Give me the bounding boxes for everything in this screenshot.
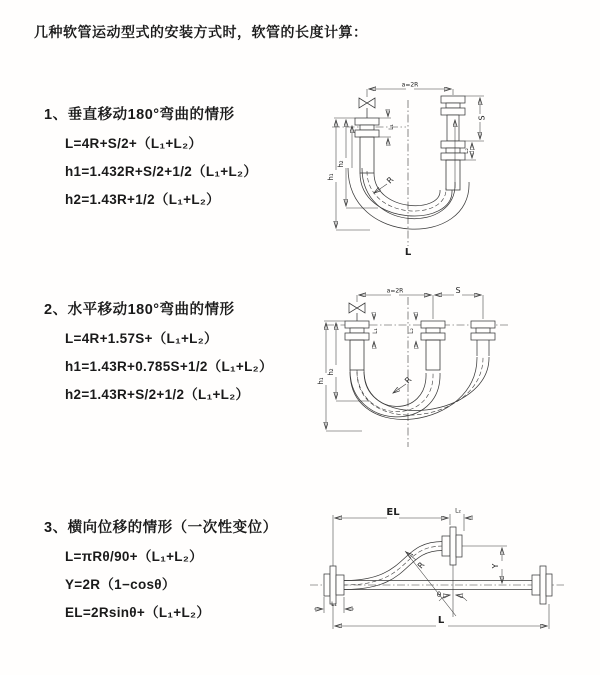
hose-arcs: [350, 357, 489, 419]
formula-line: L=πRθ/90+（L₁+L₂）: [65, 549, 203, 564]
dim-label-travel: S: [455, 286, 461, 295]
formula-line: L=4R+S/2+（L₁+L₂）: [65, 136, 203, 151]
dim-label-joint-right: L₂: [408, 328, 415, 334]
dim-label-radius: R: [403, 375, 414, 386]
formula-line: h1=1.43R+0.785S+1/2（L₁+L₂）: [65, 359, 273, 374]
section-2-heading: 2、水平移动180°弯曲的情形: [44, 302, 235, 318]
dim-label-offset: Y: [491, 563, 500, 569]
dim-label-el: EL: [386, 507, 400, 518]
diagram-lateral-displacement: [302, 505, 597, 645]
dimension-lines: [314, 514, 549, 629]
dim-label-length: L: [437, 615, 445, 626]
section-3: [44, 519, 278, 621]
dim-label-span: a=2R: [386, 287, 404, 295]
dim-label-joint-right: L₂: [463, 148, 470, 154]
dim-label-joint-right: L₂: [455, 507, 461, 515]
dim-label-radius: R: [415, 560, 427, 571]
valve-icon: [349, 303, 365, 321]
dim-label-h1: h₁: [317, 377, 325, 385]
diagram-horizontal-180-bend: [310, 283, 600, 463]
dimension-lines: [324, 295, 483, 431]
section-1-heading: 1、垂直移动180°弯曲的情形: [44, 107, 235, 123]
dim-label-joint-left: L₁: [372, 328, 379, 334]
page-title: 几种软管运动型式的安装方式时，软管的长度计算：: [34, 24, 368, 40]
formula-line: EL=2Rsinθ+（L₁+L₂）: [65, 605, 211, 620]
section-1: [44, 106, 257, 208]
dim-label-joint-left: L₁: [331, 601, 337, 608]
formula-line: h1=1.432R+S/2+1/2（L₁+L₂）: [65, 164, 258, 179]
dim-label-radius: R: [385, 175, 396, 186]
section-3-heading: 3、横向位移的情形（一次性变位）: [44, 520, 278, 536]
section-2: [44, 301, 273, 403]
formula-line: h2=1.43R+1/2（L₁+L₂）: [65, 192, 220, 207]
dim-label-h2: h₂: [337, 160, 345, 168]
dim-label-h1: h₁: [327, 173, 335, 181]
dimension-labels: [331, 507, 500, 626]
centerlines: [326, 297, 510, 447]
diagram-vertical-180-bend: [312, 70, 597, 260]
dim-label-span: a=2R: [401, 81, 419, 89]
dim-label-theta: θ: [436, 591, 442, 599]
formula-line: h2=1.43R+S/2+1/2（L₁+L₂）: [65, 387, 250, 402]
dim-label-h2: h₂: [327, 368, 335, 376]
flanged-ends: [352, 96, 465, 190]
formula-line: L=4R+1.57S+（L₁+L₂）: [65, 331, 218, 346]
hose-arcs: [348, 168, 469, 229]
dim-label-length: L: [404, 247, 412, 258]
flanged-ends: [345, 303, 495, 370]
dim-label-joint-left: L₁: [388, 124, 395, 130]
formula-line: Y=2R（1−cosθ）: [65, 577, 176, 592]
dim-label-travel: S: [477, 115, 487, 121]
valve-icon: [359, 98, 375, 118]
